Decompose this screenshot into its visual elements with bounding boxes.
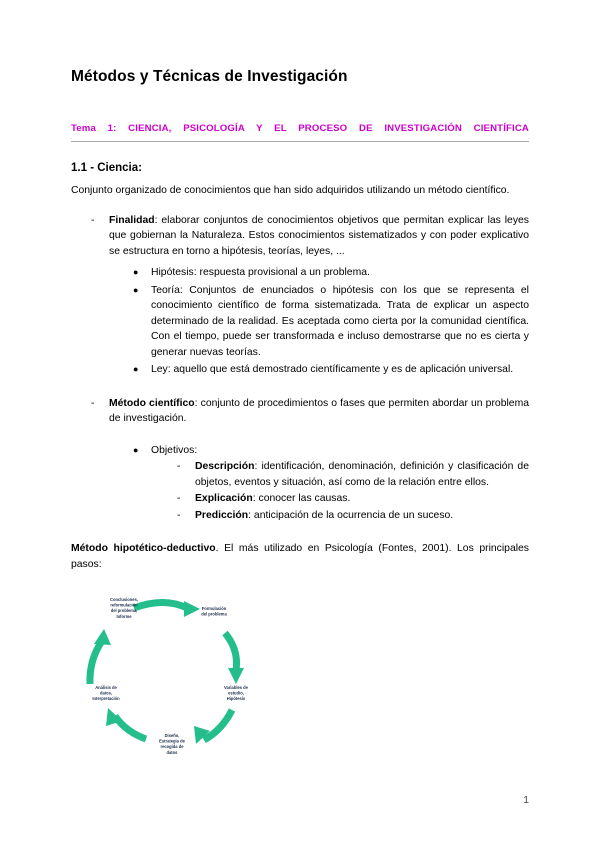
bullet-marker: ● xyxy=(133,444,139,455)
section-separator: - xyxy=(87,162,98,174)
arrow-variables-to-diseno xyxy=(194,710,232,744)
bullet-text: Ley: aquello que está demostrado científicamente y es de aplicación universal. xyxy=(151,364,514,375)
metodo-cientifico-term: Método científico xyxy=(109,397,195,409)
page-number: 1 xyxy=(523,795,529,806)
list-item xyxy=(159,491,529,507)
bullet-marker: ● xyxy=(133,284,139,295)
objetivos-bullet-list xyxy=(113,443,529,459)
metodo-hipotetico-text: . El más utilizado en Psicología (Fontes, 2001). Los principales pasos: xyxy=(71,543,530,570)
page-title: Métodos y Técnicas de Investigación xyxy=(71,68,348,85)
metodo-cientifico-list xyxy=(71,396,529,427)
node-label-line: Informe xyxy=(116,613,132,619)
list-item xyxy=(113,362,529,378)
objetivo-term: Predicción xyxy=(195,509,249,521)
node-label-line: Estrategia de xyxy=(159,738,185,744)
objetivo-term: Descripción xyxy=(195,461,255,472)
objetivo-text: : conocer las causas. xyxy=(252,493,351,504)
node-label-line: Conclusiones, xyxy=(110,597,138,602)
objetivo-term: Explicación xyxy=(195,493,253,504)
node-label-line: Diseño, xyxy=(164,733,180,738)
heading-divider xyxy=(71,141,529,142)
finalidad-term: Finalidad xyxy=(109,214,155,226)
node-label-line: reformulación xyxy=(110,602,138,608)
node-analisis xyxy=(92,685,120,701)
node-label-line: del problema, xyxy=(110,608,138,614)
node-label-line: Análisis de xyxy=(95,685,117,690)
bullet-marker: ● xyxy=(133,267,139,277)
arrow-conclusiones-to-formulacion xyxy=(134,601,200,617)
node-formulacion xyxy=(201,606,227,617)
section-number: 1.1 xyxy=(71,162,87,174)
list-item xyxy=(159,508,529,524)
section-title: Ciencia: xyxy=(97,162,142,174)
arrow-analisis-to-conclusiones xyxy=(90,629,111,684)
section-heading xyxy=(71,162,529,174)
objetivo-text: : identificación, denominación, definición y clasificación de objetos, eventos y situación, así como de la relación entre ellos. xyxy=(195,461,529,488)
node-variables xyxy=(224,685,249,701)
list-item-finalidad xyxy=(71,213,529,260)
objetivos-detail-list xyxy=(159,459,529,523)
node-label-line: Variables de xyxy=(224,685,248,690)
arrow-diseno-to-analisis xyxy=(106,708,146,739)
objetivo-text: : anticipación de la ocurrencia de un suceso. xyxy=(248,509,454,521)
bullet-text: Hipótesis: respuesta provisional a un problema. xyxy=(151,267,370,278)
finalidad-bullet-list xyxy=(113,265,529,378)
dash-marker: - xyxy=(91,214,95,226)
node-label-line: del problema xyxy=(201,611,227,617)
list-item xyxy=(113,283,529,361)
node-label-line: Interpretación xyxy=(92,696,120,702)
ciclo-diagram xyxy=(64,588,334,783)
metodo-cientifico-text: : conjunto de procedimientos o fases que permiten abordar un problema de investigación. xyxy=(109,397,529,424)
list-item xyxy=(113,265,529,281)
node-label-line: recogida de xyxy=(160,744,184,750)
node-label-line: Hipótesis xyxy=(226,696,246,702)
node-label-line: Formulación xyxy=(201,606,227,611)
objetivos-label: Objetivos: xyxy=(151,444,198,456)
metodo-hipotetico-term: Método hipotético-deductivo xyxy=(71,543,216,554)
node-label-line: datos xyxy=(166,749,178,755)
tema-heading: Tema 1: CIENCIA, PSICOLOGÍA Y EL PROCESO DE INVESTIGACIÓN CIENTÍFICA xyxy=(71,123,529,134)
finalidad-text: : elaborar conjuntos de conocimientos objetivos que permitan explicar las leyes que gobiernan la Naturaleza. Estos conocimientos sistematizados y con poder explicativo se estructura en torno a hipótesis, teorías, leyes, ... xyxy=(109,214,529,257)
list-item-objetivos xyxy=(113,443,529,459)
section-intro-paragraph: Conjunto organizado de conocimientos que han sido adquiridos utilizando un método científico. xyxy=(71,185,510,196)
arrow-formulacion-to-variables xyxy=(225,633,244,684)
node-diseno xyxy=(159,733,185,755)
dash-marker: - xyxy=(177,461,181,472)
list-item-metodo-cientifico xyxy=(71,396,529,427)
dash-marker: - xyxy=(177,493,181,504)
bullet-text: Teoría: Conjuntos de enunciados o hipótesis con los que se representa el conocimiento científico de forma sistematizada. Trata de explicar un aspecto determinado de la realidad. Es aceptada como cierta por la comunidad científica. Con el tiempo, puede ser transformada e incluso demostrarse que no es cierta y generar nuevas teorías. xyxy=(151,284,529,358)
node-label-line: datos, xyxy=(99,690,113,696)
bullet-marker: ● xyxy=(133,364,139,374)
metodo-hipotetico-paragraph xyxy=(71,541,529,572)
document-content xyxy=(71,0,529,572)
dash-marker: - xyxy=(177,509,181,521)
dash-marker: - xyxy=(91,397,95,409)
node-label-line: estudio, xyxy=(228,690,244,696)
finalidad-list xyxy=(71,213,529,260)
node-conclusiones xyxy=(110,597,138,619)
list-item xyxy=(159,459,529,490)
